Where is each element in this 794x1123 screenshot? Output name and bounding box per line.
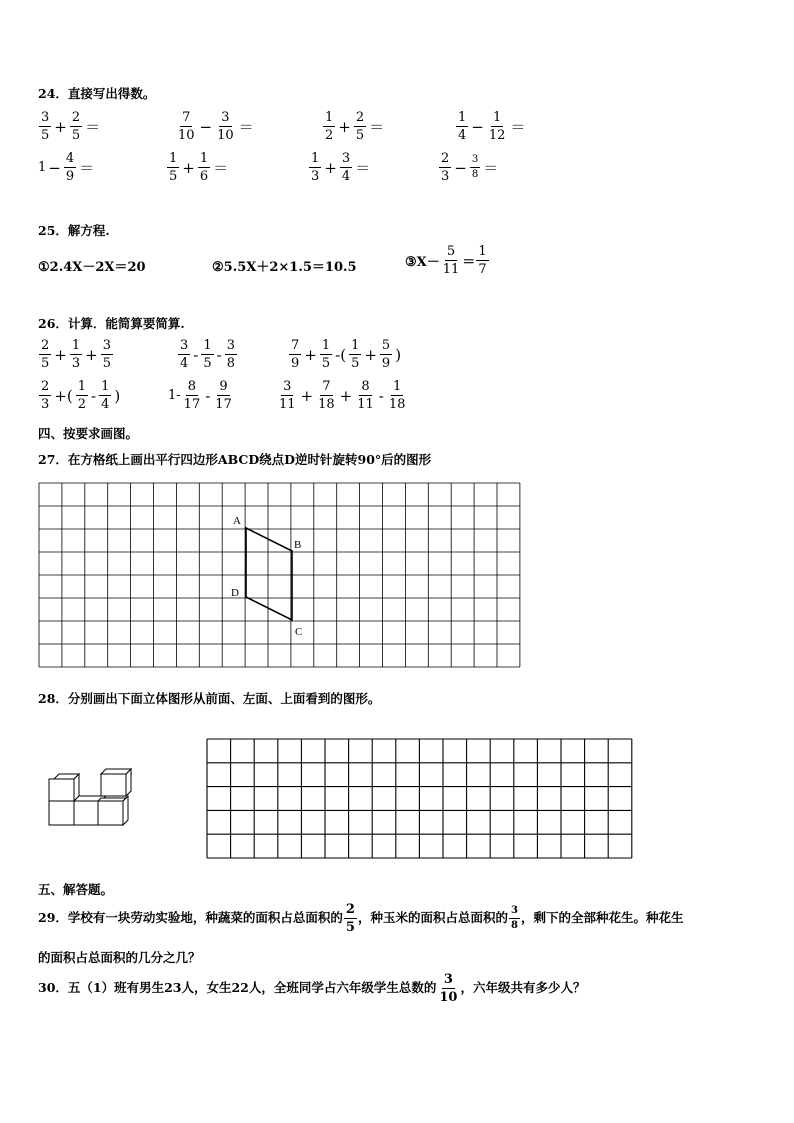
q30-line: 30．五（1）班有男生23人，女生22人，全班同学占六年级学生总数的 $\frac{3}{10}$ ，六年级共有多少人？ [38, 972, 586, 1005]
q24-expr-7: $\frac{1}{3}$ + $\frac{3}{4}$ ＝ [311, 151, 371, 184]
q26-expr-6: $\frac{3}{11}$ + $\frac{7}{18}$ + $\frac{8}{11}$ - $\frac{1}{18}$ [279, 379, 406, 412]
q25-title: 25．解方程. [38, 223, 110, 238]
q24-expr-2: $\frac{7}{10}$ − $\frac{3}{10}$ ＝ [178, 110, 254, 143]
q24-expr-3: $\frac{1}{2}$ + $\frac{2}{5}$ ＝ [325, 110, 385, 143]
q26-title: 26．计算．能简算要简算. [38, 316, 185, 331]
section-5-heading: 五、解答题。 [38, 882, 114, 897]
q26-expr-5: 1- $\frac{8}{17}$ - $\frac{9}{17}$ [168, 379, 232, 412]
parallelogram-abcd [246, 528, 292, 620]
q26-expr-4: $\frac{2}{3}$ +( $\frac{1}{2}$ - $\frac{1}{4}$ ) [41, 379, 121, 412]
q25-eq-3: ③X－ $\frac{5}{11}$ ＝ $\frac{1}{7}$ [405, 244, 487, 277]
q25-eq-1: ①2.4X－2X＝20 [38, 260, 146, 275]
section-4-heading: 四、按要求画图。 [38, 426, 139, 441]
q26-expr-3: $\frac{7}{9}$ + $\frac{1}{5}$ -( $\frac{1}{5}$ + $\frac{5}{9}$ ) [291, 338, 402, 371]
vertex-label-b: B [294, 539, 302, 551]
vertex-label-d: D [231, 587, 239, 599]
q29-line-2: 的面积占总面积的几分之几？ [38, 950, 201, 965]
q24-expr-5: 1 − $\frac{4}{9}$ ＝ [38, 151, 95, 184]
q27-grid-paper [38, 482, 522, 670]
q24-title: 24．直接写出得数。 [38, 86, 156, 101]
q24-expr-4: $\frac{1}{4}$ − $\frac{1}{12}$ ＝ [458, 110, 526, 143]
q29-line-1: 29．学校有一块劳动实验地，种蔬菜的面积占总面积的 $\frac{2}{5}$ ，种玉米的面积占总面积的 $\frac{3}{8}$ ，剩下的全部种花生。种花生 [38, 902, 684, 935]
vertex-label-c: C [295, 626, 303, 638]
q25-eq-2: ②5.5X＋2×1.5＝10.5 [212, 260, 357, 275]
q28-title: 28．分别画出下面立体图形从前面、左面、上面看到的图形。 [38, 691, 381, 706]
q27-title: 27．在方格纸上画出平行四边形ABCD绕点D逆时针旋转90°后的图形 [38, 452, 432, 467]
vertex-label-a: A [233, 515, 241, 527]
q24-expr-6: $\frac{1}{5}$ + $\frac{1}{6}$ ＝ [169, 151, 229, 184]
q28-3d-cube-figure [44, 760, 134, 830]
q24-expr-8: $\frac{2}{3}$ − $\frac{3}{8}$ ＝ [441, 151, 499, 184]
q26-expr-1: $\frac{2}{5}$ + $\frac{1}{3}$ + $\frac{3}{5}$ [41, 338, 111, 371]
q26-expr-2: $\frac{3}{4}$ - $\frac{1}{5}$ - $\frac{3}{8}$ [180, 338, 235, 371]
q28-grid-paper [206, 738, 634, 860]
q24-expr-1: $\frac{3}{5}$ + $\frac{2}{5}$ ＝ [41, 110, 101, 143]
